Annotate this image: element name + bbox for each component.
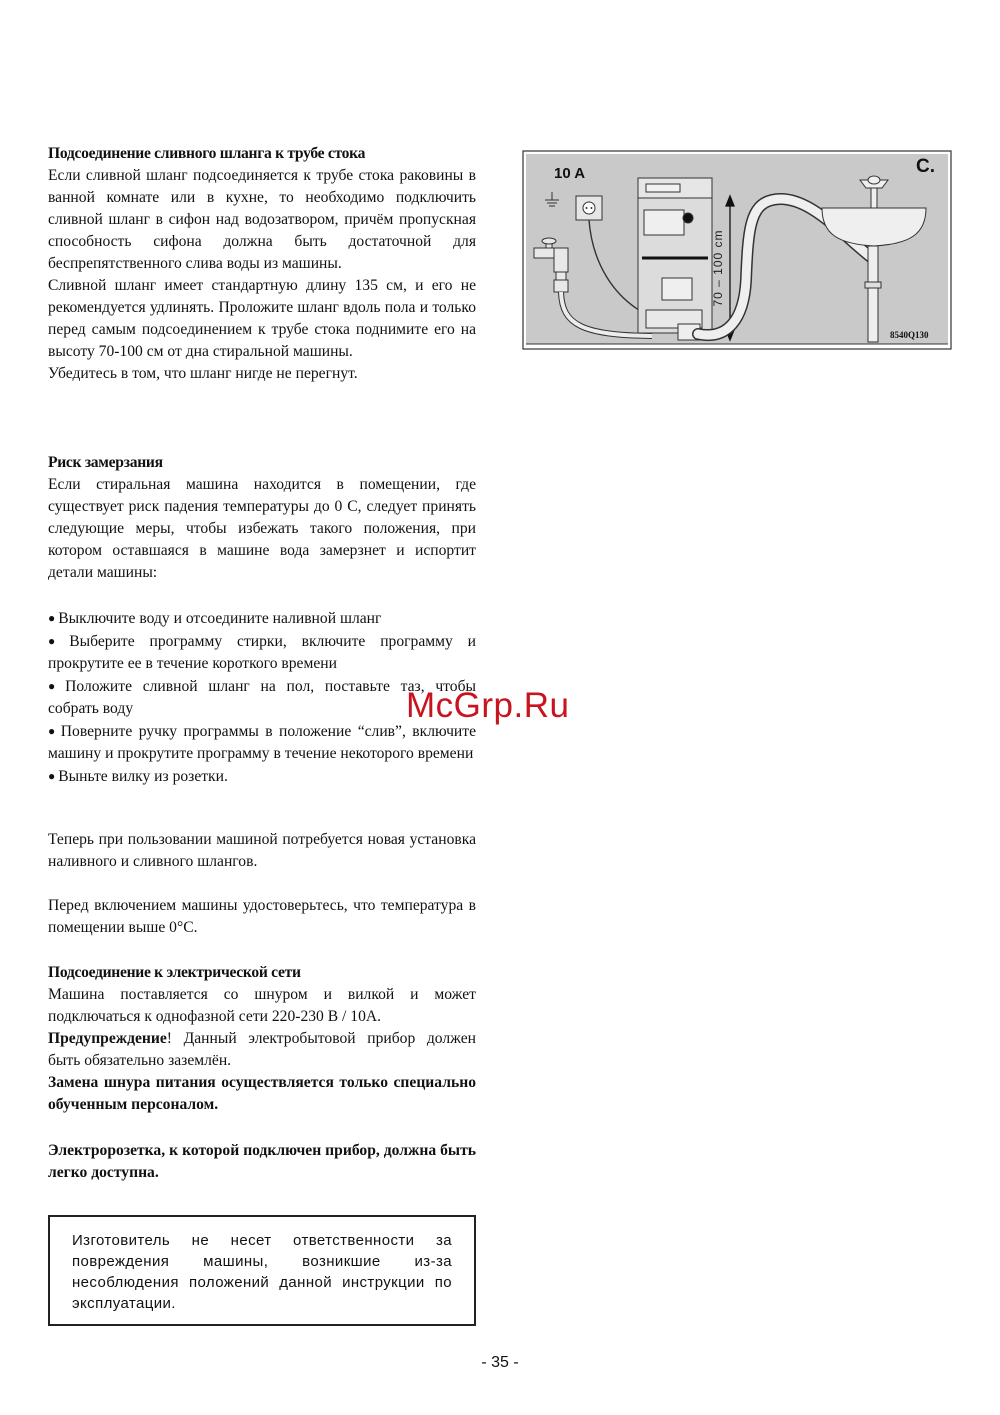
bullet-dot-icon: ● [48,724,58,738]
electric-warning [48,1028,476,1072]
freeze-paragraph-3: Перед включением машины удостоверьтесь, что температура в помещении выше 0°С. [48,897,476,936]
bullet-dot-icon: ● [48,679,63,693]
freeze-paragraph-2: Теперь при пользовании машиной потребуется новая установка наливного и сливного шлангов. [48,831,476,870]
electric-socket-block [48,1140,476,1184]
figure-svg [522,150,952,350]
drain-paragraph-1: Если сливной шланг подсоединяется к трубе стока раковины в ванной комнате или в кухне, то необходимо подключить сливной шланг в сифон над водозатвором, причём пропускная способность сифона должна быть достаточной для беспрепятственного слива воды из машины. [48,167,476,272]
current-label: 10 A [554,165,586,182]
freeze-paragraph-2-block [48,829,476,873]
figure-letter-label: C. [916,156,935,177]
electric-section [48,962,476,1116]
bullet-item-5 [48,765,476,788]
electric-bold-2: Электророзетка, к которой подключен прибор, должна быть легко доступна. [48,1142,476,1181]
electric-bold-1: Замена шнура питания осуществляется только специально обученным персоналом. [48,1074,476,1113]
watermark-logo: McGrp.Ru [406,686,570,725]
figure-code-label: 8540Q130 [890,330,929,340]
bullet-dot-icon: ● [48,634,67,648]
freeze-paragraph-3-block [48,895,476,939]
bullet-text: Выключите воду и отсоедините наливной шланг [58,610,382,627]
page-number: - 35 - [481,1354,519,1371]
drain-section [48,143,476,385]
bullet-item-1 [48,607,476,630]
bullet-dot-icon: ● [48,769,56,783]
liability-notice-text: Изготовитель не несет ответственности за повреждения машины, возникшие из-за несоблюдения положений данной инструкции по эксплуатации. [72,1232,452,1312]
drain-paragraph-2: Сливной шланг имеет стандартную длину 135 см, и его не рекомендуется удлинять. Проложите шланг вдоль пола и только перед самым подсоединением к трубе стока поднимите его на высоту 70-100 см от дна стиральной машины. [48,277,476,360]
floor-strip [526,344,948,348]
drain-heading: Подсоединение сливного шланга к трубе стока [48,145,366,162]
warning-text: ! Данный электробытовой прибор должен быть обязательно заземлён. [48,1030,476,1069]
bullet-item-2 [48,630,476,675]
washing-machine-icon [638,178,712,340]
freeze-section [48,452,476,584]
bullet-text: Выньте вилку из розетки. [58,768,228,785]
bullet-text: Выберите программу стирки, включите программу и прокрутите ее в течение короткого времени [48,633,477,672]
warning-label: Предупреждение [48,1030,167,1047]
freeze-heading: Риск замерзания [48,454,163,471]
electric-heading: Подсоединение к электрической сети [48,964,301,981]
height-label: 70 – 100 cm [711,229,725,307]
drain-installation-figure [522,150,952,350]
freeze-paragraph-1: Если стиральная машина находится в помещении, где существует риск падения температуры до 0 С, следует принять следующие меры, чтобы избежать такого положения, при котором оставшаяся в машине вода замерзнет и испортит детали машины: [48,476,476,581]
drain-paragraph-3: Убедитесь в том, что шланг нигде не перегнут. [48,365,358,382]
electric-paragraph-1: Машина поставляется со шнуром и вилкой и может подключаться к однофазной сети 220-230 В / 10А. [48,986,476,1025]
wall-socket-icon [576,196,602,220]
bullet-text: Поверните ручку программы в положение “слив”, включите машину и прокрутите программу в течение некоторого времени [48,723,476,762]
liability-notice-box [48,1215,476,1326]
bullet-item-4 [48,720,476,765]
bullet-text: Положите сливной шланг на пол, поставьте таз, чтобы собрать воду [48,678,477,717]
bullet-dot-icon: ● [48,611,56,625]
